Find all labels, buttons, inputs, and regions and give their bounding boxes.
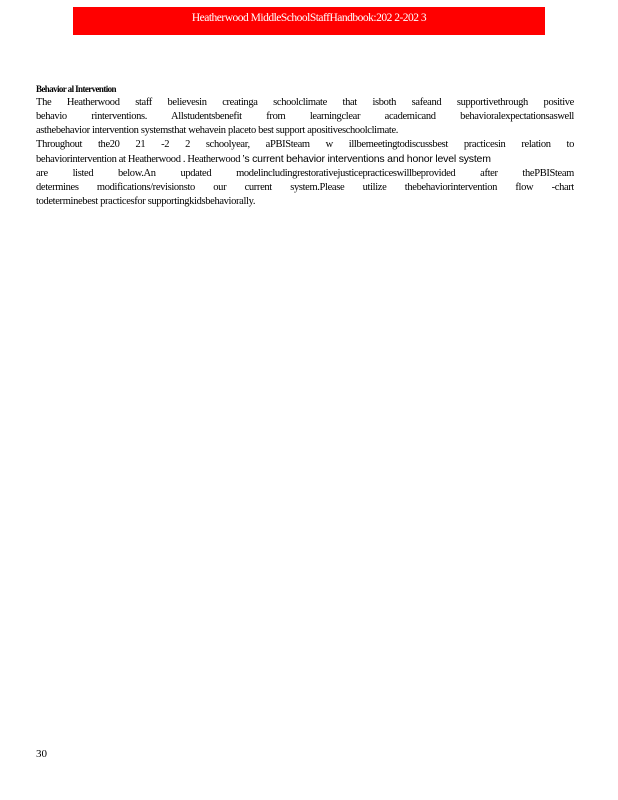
header-title: Heatherwood MiddleSchoolStaffHandbook:202 2-202 3 (191, 12, 427, 24)
body-paragraph (36, 96, 574, 209)
header-band (73, 7, 545, 35)
page-number: 30 (36, 748, 47, 760)
paragraph-line-2: behavio rinterventions. Allstudentsbenefit from learningclear academicand behavioralexpectationsaswell (36, 111, 574, 122)
paragraph-line-3: asthebehavior intervention systemsthat wehavein placeto best support apositiveschoolclimate. (36, 125, 399, 136)
paragraph-line-7: determines modifications/revisionsto our current system.Please utilize thebehaviorintervention flow -chart (36, 182, 574, 193)
paragraph-line-8: todeterminebest practicesfor supportingkidsbehaviorally. (36, 196, 256, 207)
paragraph-line-1: The Heatherwood staff believesin creatinga schoolclimate that isboth safeand supportivethrough positive (36, 97, 574, 108)
paragraph-line-6: are listed below.An updated modelincludingrestorativejusticepracticeswillbeprovided after thePBISteam (36, 168, 574, 179)
paragraph-line-4: Throughout the20 21 -2 2 schoolyear, aPBISteam w illbemeetingtodiscussbest practicesin relation to (36, 139, 574, 150)
paragraph-line-5 (36, 152, 574, 167)
paragraph-line-5-start: behaviorintervention at Heatherwood . Heatherwood (36, 154, 243, 165)
section-heading: Behavior al Intervention (36, 84, 116, 94)
paragraph-line-5-sans: ’s current behavior interventions and honor level system (242, 153, 491, 165)
